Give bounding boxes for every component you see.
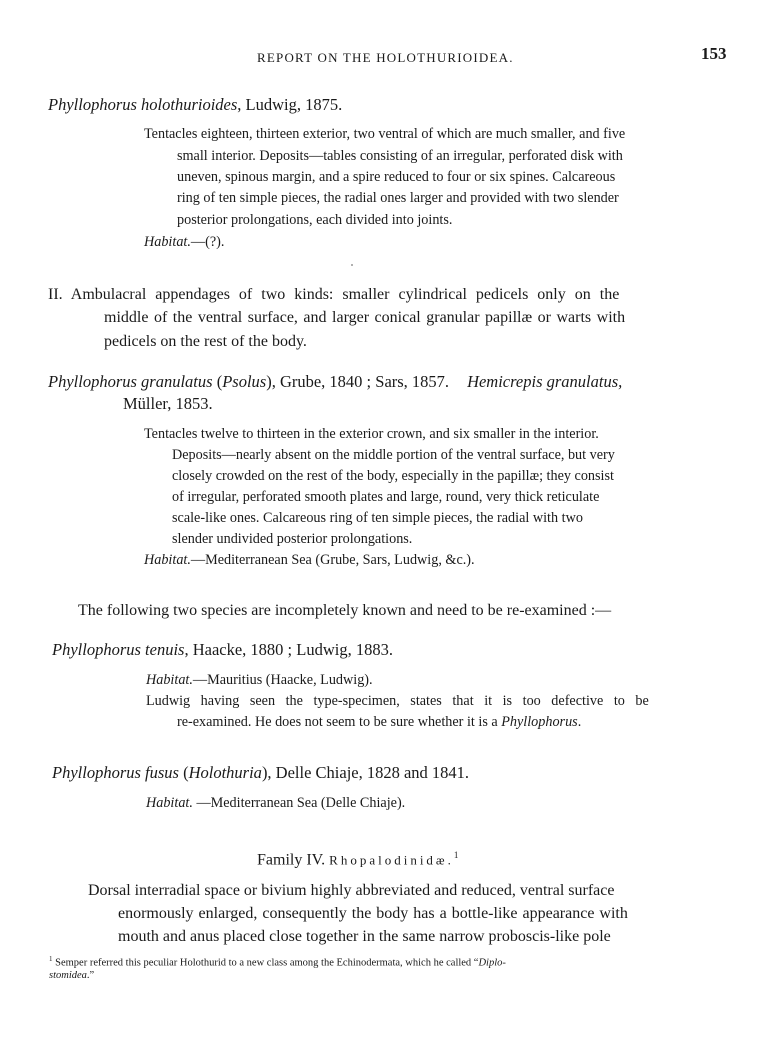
species-authority: ), Delle Chiaje, 1828 and 1841. [261,763,470,782]
note-text: . [577,714,582,730]
footnote-term: stomidea [49,970,87,981]
species-2-desc-line: Deposits—nearly absent on the middle portion of the ventral surface, but very [172,447,615,463]
species-name: Phyllophorus fusus [52,763,179,782]
habitat-label: Habitat. [146,795,193,811]
species-name: Phyllophorus tenuis [52,640,185,659]
species-authority: ), Grube, 1840 ; Sars, 1857. [266,372,450,391]
section-2-line: pedicels on the rest of the body. [104,333,307,350]
synonym-name: Hemicrepis granulatus, [467,372,623,391]
habitat-label: Habitat. [144,234,191,250]
paren: ( [178,763,189,782]
species-1-desc-line: posterior prolongations, each divided into joints. [177,212,453,228]
species-2-desc-line: closely crowded on the rest of the body, especially in the papillæ; they consist [172,468,614,484]
footnote-line [49,955,506,969]
species-2-desc-line: of irregular, perforated smooth plates and large, round, very thick reticulate [172,489,600,505]
habitat-text: —(?). [190,234,225,250]
species-authority: , Ludwig, 1875. [237,95,343,114]
original-genus: Psolus [222,372,267,391]
paren: ( [212,372,223,391]
species-2-desc-line: scale-like ones. Calcareous ring of ten simple pieces, the radial with two [172,510,583,526]
section-2-line: middle of the ventral surface, and larger conical granular papillæ or warts with [104,309,626,326]
genus-name: Phyllophorus [501,714,578,730]
family-desc-line: Dorsal interradial space or bivium highly abbreviated and reduced, ventral surface [88,882,615,899]
species-2-desc-line: slender undivided posterior prolongations. [172,531,413,547]
family-desc-line: enormously enlarged, consequently the body has a bottle-like appearance with [118,905,628,922]
footnote-ref: 1 [453,850,459,860]
footnote-text: Semper referred this peculiar Holothurid to a new class among the Echinodermata, which he called “ [52,957,479,969]
page-number: 153 [701,44,727,63]
species-4-habitat [146,795,405,812]
species-1-desc-line: small interior. Deposits—tables consisting of an irregular, perforated disk with [177,148,623,164]
species-1-desc-line: ring of ten simple pieces, the radial ones larger and provided with two slender [177,190,619,206]
habitat-text: —Mediterranean Sea (Grube, Sars, Ludwig, &c.). [190,552,475,568]
species-heading-2-cont: Müller, 1853. [123,394,213,413]
species-name: Phyllophorus granulatus [48,372,213,391]
habitat-text: —Mauritius (Haacke, Ludwig). [192,672,373,688]
family-desc-line: mouth and anus placed close together in the same narrow proboscis-like pole [118,928,611,945]
species-heading-2 [48,372,622,392]
note-text: re-examined. He does not seem to be sure whether it is a [177,714,502,730]
species-authority: , Haacke, 1880 ; Ludwig, 1883. [184,640,393,659]
species-2-desc-line: Tentacles twelve to thirteen in the exterior crown, and six smaller in the interior. [144,426,599,442]
species-1-habitat [144,234,224,251]
family-heading [257,850,458,869]
footnote-line [49,970,94,981]
incomplete-species-intro: The following two species are incompletely known and need to be re-examined :— [78,602,612,619]
print-speck [351,264,353,266]
habitat-text: —Mediterranean Sea (Delle Chiaje). [192,795,406,811]
section-2-line: II. Ambulacral appendages of two kinds: smaller cylindrical pedicels only on the [48,286,620,303]
footnote-text: .” [86,970,95,981]
species-name: Phyllophorus holothurioides [48,95,238,114]
original-genus: Holothuria [188,763,262,782]
species-3-note-line: Ludwig having seen the type-specimen, states that it is too defective to be [146,693,649,709]
footnote-term: Diplo- [478,957,506,969]
running-title: REPORT ON THE HOLOTHURIOIDEA. [257,50,514,65]
footnote-mark: 1 [49,955,53,963]
species-3-habitat [146,672,373,689]
species-heading-3 [52,640,393,660]
species-heading-4 [52,763,469,783]
species-3-note-line [177,714,581,731]
species-1-desc-line: Tentacles eighteen, thirteen exterior, two ventral of which are much smaller, and five [144,126,626,142]
species-2-habitat [144,552,475,569]
species-heading-1 [48,95,342,115]
family-name: Rhopalodinidæ. [329,852,454,868]
habitat-label: Habitat. [144,552,191,568]
species-1-desc-line: uneven, spinous margin, and a spire reduced to four or six spines. Calcareous [177,169,616,185]
family-prefix: Family IV. [257,851,326,869]
habitat-label: Habitat. [146,672,193,688]
